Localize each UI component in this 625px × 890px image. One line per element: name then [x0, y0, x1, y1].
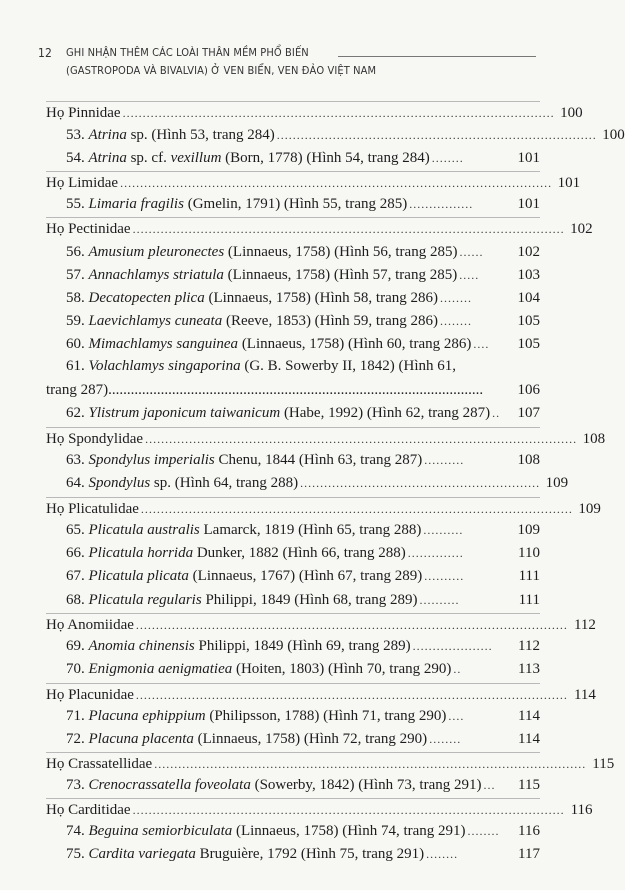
entry-number: 65. — [66, 522, 89, 538]
entry-number: 62. — [66, 405, 89, 421]
entry-text — [66, 635, 411, 657]
species-name: Anomia chinensis — [88, 638, 195, 654]
leader-dots: ............................................................................................................ — [120, 176, 553, 190]
page-number: 12 — [38, 46, 52, 60]
entry-text — [66, 193, 407, 215]
page-ref: 106 — [517, 382, 540, 398]
entry-number: 69. — [66, 638, 89, 654]
toc-family-entry — [46, 683, 596, 706]
page-ref: 102 — [517, 244, 540, 260]
page-ref: 101 — [517, 150, 540, 166]
entry-citation: Lamarck, 1819 (Hình 65, trang 288) — [199, 522, 422, 538]
species-name: Atrina — [88, 127, 127, 143]
toc-species-entry — [66, 519, 540, 541]
toc-species-entry — [66, 820, 540, 842]
entry-number: 53. — [66, 127, 89, 143]
species-name: Plicatula regularis — [88, 592, 202, 608]
leader-dots: ............................................................................................................ — [132, 222, 565, 236]
entry-number: 64. — [66, 475, 89, 491]
entry-citation: (Linnaeus, 1758) (Hình 60, trang 286) — [238, 336, 472, 352]
entry-citation: Bruguière, 1792 (Hình 75, trang 291) — [195, 846, 425, 862]
leader-dots: ..... — [459, 268, 480, 282]
entry-text — [66, 542, 406, 564]
page-ref: 114 — [518, 731, 540, 747]
leader-dots: ............................................................................................................ — [135, 688, 568, 702]
species-name: Plicatula plicata — [88, 568, 189, 584]
species-name: Mimachlamys sanguinea — [88, 336, 239, 352]
entry-text — [46, 172, 118, 194]
leader-dots: ........ — [431, 151, 464, 165]
toc-species-entry — [66, 635, 540, 657]
leader-dots: .......... — [423, 523, 464, 537]
toc-species-entry — [66, 542, 540, 564]
entry-text — [66, 472, 298, 494]
toc-family-entry — [46, 101, 583, 124]
entry-citation: sp. (Hình 53, trang 284) — [126, 127, 275, 143]
toc-species-entry — [66, 333, 540, 355]
toc-species-entry — [66, 705, 540, 727]
entry-citation: (Linnaeus, 1758) (Hình 56, trang 285) — [224, 244, 458, 260]
family-name: Họ Pinnidae — [46, 105, 121, 121]
leader-dots: ............................................................................................................ — [140, 502, 573, 516]
entry-number: 66. — [66, 545, 89, 561]
entry-number: 75. — [66, 846, 89, 862]
entry-text — [66, 820, 466, 842]
page-ref: 114 — [518, 708, 540, 724]
toc-species-entry — [66, 241, 540, 263]
toc-family-entry — [46, 171, 581, 194]
entry-number: 71. — [66, 708, 89, 724]
page-ref: 112 — [518, 638, 540, 654]
toc-species-entry — [66, 147, 540, 169]
leader-dots: ................................................................................ — [276, 128, 597, 142]
toc-species-entry — [66, 728, 540, 750]
page-ref: 105 — [517, 336, 540, 352]
entry-citation: (Born, 1778) (Hình 54, trang 284) — [221, 150, 430, 166]
leader-dots: .......... — [424, 569, 465, 583]
entry-citation: (Philipsson, 1788) (Hình 71, trang 290) — [205, 708, 447, 724]
leader-dots: .................................................................................................... — [108, 382, 484, 398]
page-ref: 115 — [592, 756, 615, 772]
leader-dots: ........ — [440, 314, 472, 328]
species-name: Plicatula horrida — [88, 545, 194, 561]
entry-citation: Chenu, 1844 (Hình 63, trang 287) — [214, 452, 423, 468]
entry-number: 68. — [66, 592, 89, 608]
leader-dots: .................... — [412, 639, 493, 653]
leader-dots: .......... — [419, 593, 460, 607]
toc-family-entry — [46, 752, 615, 775]
entry-text — [46, 614, 134, 636]
page-ref: 116 — [570, 802, 593, 818]
entry-number: 57. — [66, 267, 89, 283]
entry-number: 74. — [66, 823, 89, 839]
leader-dots: ............................................................................................................ — [135, 618, 568, 632]
entry-citation: (Linnaeus, 1758) (Hình 72, trang 290) — [193, 731, 428, 747]
page-ref: 104 — [517, 290, 540, 306]
species-name: Ylistrum japonicum taiwanicum — [88, 405, 281, 421]
entry-text — [46, 753, 152, 775]
entry-citation: sp. cf. — [126, 150, 171, 166]
leader-dots: .. — [453, 662, 462, 676]
entry-text — [66, 310, 438, 332]
entry-citation: (Gmelin, 1791) (Hình 55, trang 285) — [183, 196, 408, 212]
toc-species-entry — [66, 264, 540, 286]
family-name: Họ Carditidae — [46, 802, 131, 818]
entry-citation: (Linnaeus, 1758) (Hình 74, trang 291) — [232, 823, 466, 839]
entry-citation: Dunker, 1882 (Hình 66, trang 288) — [193, 545, 406, 561]
entry-text — [46, 102, 121, 124]
leader-dots: ........ — [440, 291, 472, 305]
toc-species-entry — [66, 449, 540, 471]
toc-family-entry — [46, 613, 596, 636]
family-name: Họ Plicatulidae — [46, 501, 139, 517]
page-ref: 111 — [518, 592, 540, 608]
toc-species-entry — [66, 193, 540, 215]
family-name: Họ Pectinidae — [46, 221, 131, 237]
species-name: Limaria fragilis — [88, 196, 184, 212]
entry-text — [66, 589, 418, 611]
family-name: Họ Placunidae — [46, 687, 134, 703]
entry-number: 73. — [66, 777, 89, 793]
species-name: Plicatula australis — [88, 522, 200, 538]
leader-dots: .............. — [407, 546, 464, 560]
species-name: Atrina — [88, 150, 127, 166]
entry-citation: (Linnaeus, 1758) (Hình 57, trang 285) — [223, 267, 458, 283]
page-ref: 107 — [517, 405, 540, 421]
entry-number: 56. — [66, 244, 89, 260]
family-name: Họ Spondylidae — [46, 431, 144, 447]
entry-text — [66, 449, 422, 471]
toc-family-entry — [46, 427, 606, 450]
page-ref: 105 — [517, 313, 540, 329]
leader-dots: ........ — [426, 847, 459, 861]
page-ref: 114 — [573, 687, 596, 703]
entry-text — [46, 428, 143, 450]
species-name: Laevichlamys cuneata — [88, 313, 223, 329]
leader-dots: .......... — [424, 453, 465, 467]
entry-number: 55. — [66, 196, 89, 212]
toc-species-entry — [66, 843, 540, 865]
page-ref: 109 — [517, 522, 540, 538]
entry-citation: (G. B. Sowerby II, 1842) (Hình 61, — [240, 358, 456, 374]
leader-dots: ............................................................................................................ — [122, 106, 555, 120]
entry-text — [46, 218, 131, 240]
page-ref: 101 — [517, 196, 540, 212]
entry-text — [66, 287, 438, 309]
entry-text — [46, 799, 131, 821]
page-ref: 116 — [518, 823, 540, 839]
page-ref: 113 — [518, 661, 540, 677]
toc-species-entry — [66, 589, 540, 611]
family-name: Họ Crassatellidae — [46, 756, 153, 772]
toc-entry-line1 — [66, 356, 540, 376]
leader-dots: ............................................................................................................ — [145, 432, 578, 446]
leader-dots: .. — [492, 406, 501, 420]
leader-dots: .... — [473, 337, 490, 351]
page-ref: 109 — [545, 475, 569, 491]
page-ref: 111 — [518, 568, 540, 584]
leader-dots: ........ — [429, 732, 462, 746]
entry-text — [66, 402, 490, 424]
species-name: Amusium pleuronectes — [88, 244, 225, 260]
toc-family-entry — [46, 497, 601, 520]
entry-text — [66, 124, 275, 146]
entry-number: 61. — [66, 358, 89, 374]
species-name: Volachlamys singaporina — [88, 358, 241, 374]
leader-dots: ............................................................................................................ — [154, 757, 587, 771]
toc-species-entry — [66, 287, 540, 309]
family-name: Họ Limidae — [46, 175, 119, 191]
entry-text — [66, 728, 427, 750]
page-ref: 117 — [518, 846, 540, 862]
toc-species-entry — [66, 310, 540, 332]
toc-species-entry — [66, 472, 569, 494]
entry-citation: sp. (Hình 64, trang 288) — [150, 475, 299, 491]
entry-number: 58. — [66, 290, 89, 306]
species-name: Enigmonia aenigmatiea — [88, 661, 233, 677]
entry-citation: (Linnaeus, 1767) (Hình 67, trang 289) — [188, 568, 423, 584]
species-name: Spondylus imperialis — [88, 452, 215, 468]
entry-text — [46, 498, 139, 520]
page-ref: 108 — [517, 452, 540, 468]
entry-text — [66, 774, 482, 796]
page-ref: 102 — [570, 221, 593, 237]
entry-number: 59. — [66, 313, 89, 329]
species-epithet: vexillum — [170, 150, 222, 166]
entry-text — [66, 264, 457, 286]
toc-entry-line2 — [46, 379, 540, 401]
leader-dots: ............................................................................................................ — [132, 803, 565, 817]
header-title-line1: GHI NHẬN THÊM CÁC LOÀI THÂN MỀM PHỔ BIẾN — [66, 46, 309, 59]
leader-dots: .... — [448, 709, 465, 723]
entry-citation: (Habe, 1992) (Hình 62, trang 287) — [280, 405, 491, 421]
toc-species-entry — [66, 565, 540, 587]
species-name: Placuna placenta — [88, 731, 194, 747]
page-ref: 108 — [582, 431, 606, 447]
toc-family-entry — [46, 217, 593, 240]
leader-dots: ................ — [409, 197, 474, 211]
entry-text — [66, 705, 446, 727]
entry-number: 70. — [66, 661, 89, 677]
entry-citation: (Reeve, 1853) (Hình 59, trang 286) — [222, 313, 438, 329]
entry-citation: Philippi, 1849 (Hình 69, trang 289) — [194, 638, 411, 654]
page-ref: 115 — [518, 777, 540, 793]
page-ref: 109 — [578, 501, 601, 517]
leader-dots: ... — [483, 778, 496, 792]
entry-text — [66, 241, 457, 263]
species-name: Placuna ephippium — [88, 708, 206, 724]
entry-number: 67. — [66, 568, 89, 584]
species-name: Cardita variegata — [88, 846, 196, 862]
entry-number: 54. — [66, 150, 89, 166]
entry-number: 72. — [66, 731, 89, 747]
entry-number: 60. — [66, 336, 89, 352]
page-ref: 110 — [518, 545, 540, 561]
entry-text — [66, 658, 451, 680]
page-ref: 100 — [560, 105, 583, 121]
leader-dots: ............................................................ — [300, 476, 541, 490]
entry-text — [66, 147, 430, 169]
toc-species-entry — [66, 774, 540, 796]
leader-dots: ........ — [467, 824, 500, 838]
toc-species-entry — [66, 658, 540, 680]
toc-family-entry — [46, 798, 593, 821]
entry-text — [46, 684, 134, 706]
entry-text — [66, 843, 424, 865]
entry-text — [66, 333, 471, 355]
entry-citation-cont: trang 287) — [46, 382, 109, 398]
toc-species-entry — [66, 124, 625, 146]
entry-text — [66, 519, 421, 541]
family-name: Họ Anomiidae — [46, 617, 134, 633]
species-name: Crenocrassatella foveolata — [88, 777, 251, 793]
entry-citation: (Hoiten, 1803) (Hình 70, trang 290) — [232, 661, 452, 677]
page-ref: 112 — [573, 617, 596, 633]
species-name: Decatopecten plica — [88, 290, 205, 306]
page-ref: 103 — [517, 267, 540, 283]
entry-number: 63. — [66, 452, 89, 468]
entry-text — [66, 565, 422, 587]
entry-citation: (Linnaeus, 1758) (Hình 58, trang 286) — [204, 290, 438, 306]
toc-species-entry — [66, 402, 540, 424]
leader-dots: ...... — [459, 245, 484, 259]
entry-citation: (Sowerby, 1842) (Hình 73, trang 291) — [250, 777, 482, 793]
species-name: Beguina semiorbiculata — [88, 823, 233, 839]
header-title-line2: (GASTROPODA VÀ BIVALVIA) Ở VEN BIỂN, VEN ĐẢO VIỆT NAM — [66, 64, 377, 77]
page-ref: 101 — [557, 175, 581, 191]
species-name: Spondylus — [88, 475, 151, 491]
entry-citation: Philippi, 1849 (Hình 68, trang 289) — [201, 592, 418, 608]
page-ref: 100 — [602, 127, 625, 143]
species-name: Annachlamys striatula — [88, 267, 224, 283]
